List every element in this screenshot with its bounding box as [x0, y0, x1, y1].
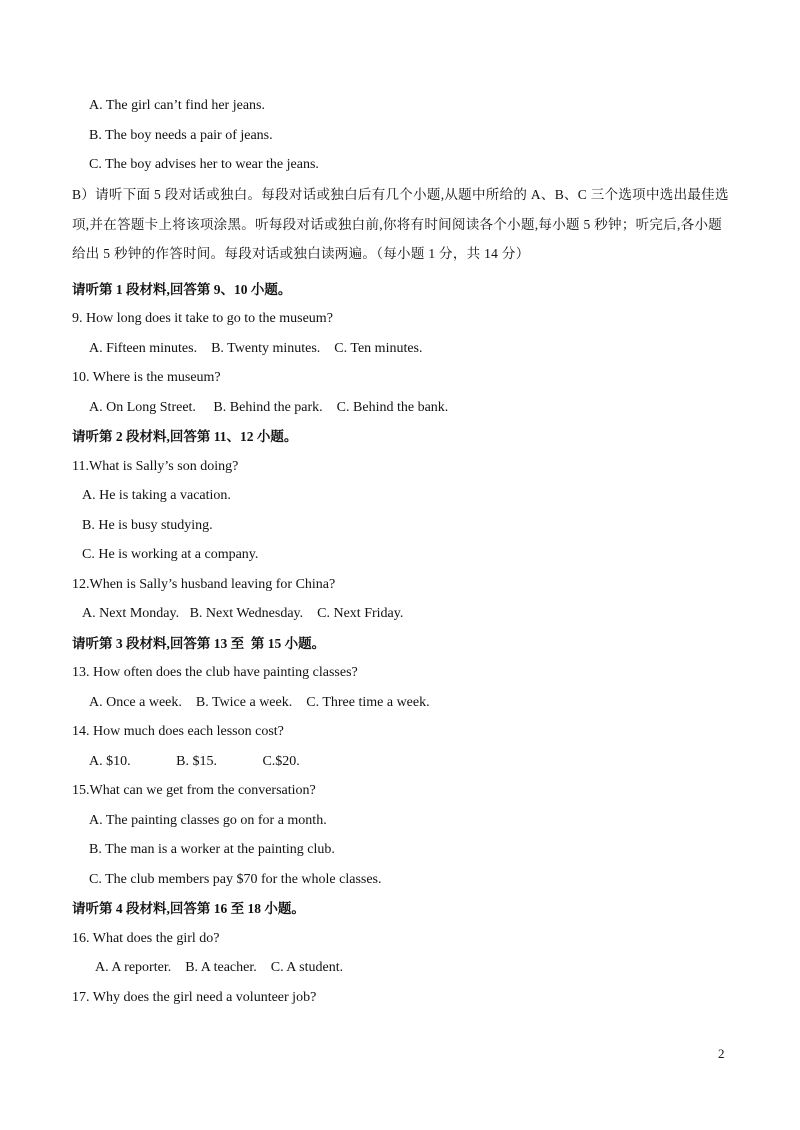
material-2-heading: 请听第 2 段材料,回答第 11、12 小题。: [72, 429, 298, 444]
question-17: 17. Why does the girl need a volunteer job?: [72, 990, 317, 1005]
question-11: 11.What is Sally’s son doing?: [72, 459, 239, 474]
material-3-heading: 请听第 3 段材料,回答第 13 至 第 15 小题。: [72, 636, 326, 651]
section-b-instructions-1: B）请听下面 5 段对话或独白。每段对话或独白后有几个小题,从题中所给的 A、B、C 三个选项中选出最佳选: [72, 187, 729, 202]
material-4-heading: 请听第 4 段材料,回答第 16 至 18 小题。: [72, 901, 305, 916]
option-8a: A. The girl can’t find her jeans.: [89, 98, 265, 113]
question-16: 16. What does the girl do?: [72, 931, 220, 946]
question-13: 13. How often does the club have painting classes?: [72, 665, 358, 680]
question-15: 15.What can we get from the conversation?: [72, 783, 316, 798]
question-12-options: A. Next Monday. B. Next Wednesday. C. Next Friday.: [82, 606, 404, 621]
section-b-instructions-3: 给出 5 秒钟的作答时间。每段对话或独白读两遍。（每小题 1 分，共 14 分）: [72, 246, 530, 261]
section-b-instructions-2: 项,并在答题卡上将该项涂黑。听每段对话或独白前,你将有时间阅读各个小题,每小题 5 秒钟；听完后,各小题: [72, 217, 723, 232]
question-10: 10. Where is the museum?: [72, 370, 221, 385]
question-13-options: A. Once a week. B. Twice a week. C. Three time a week.: [89, 695, 430, 710]
question-12: 12.When is Sally’s husband leaving for China?: [72, 577, 336, 592]
option-15a: A. The painting classes go on for a month.: [89, 813, 327, 828]
question-14-options: A. $10. B. $15. C.$20.: [89, 754, 300, 769]
question-14: 14. How much does each lesson cost?: [72, 724, 284, 739]
option-15c: C. The club members pay $70 for the whole classes.: [89, 872, 382, 887]
question-9-options: A. Fifteen minutes. B. Twenty minutes. C. Ten minutes.: [89, 341, 423, 356]
option-8b: B. The boy needs a pair of jeans.: [89, 128, 273, 143]
question-16-options: A. A reporter. B. A teacher. C. A student.: [95, 960, 344, 975]
question-9: 9. How long does it take to go to the museum?: [72, 311, 333, 326]
option-11c: C. He is working at a company.: [82, 547, 259, 562]
material-1-heading: 请听第 1 段材料,回答第 9、10 小题。: [72, 282, 292, 297]
option-8c: C. The boy advises her to wear the jeans.: [89, 157, 319, 172]
question-10-options: A. On Long Street. B. Behind the park. C. Behind the bank.: [89, 400, 449, 415]
page-number: 2: [718, 1046, 725, 1061]
option-15b: B. The man is a worker at the painting club.: [89, 842, 335, 857]
option-11b: B. He is busy studying.: [82, 518, 213, 533]
option-11a: A. He is taking a vacation.: [82, 488, 231, 503]
